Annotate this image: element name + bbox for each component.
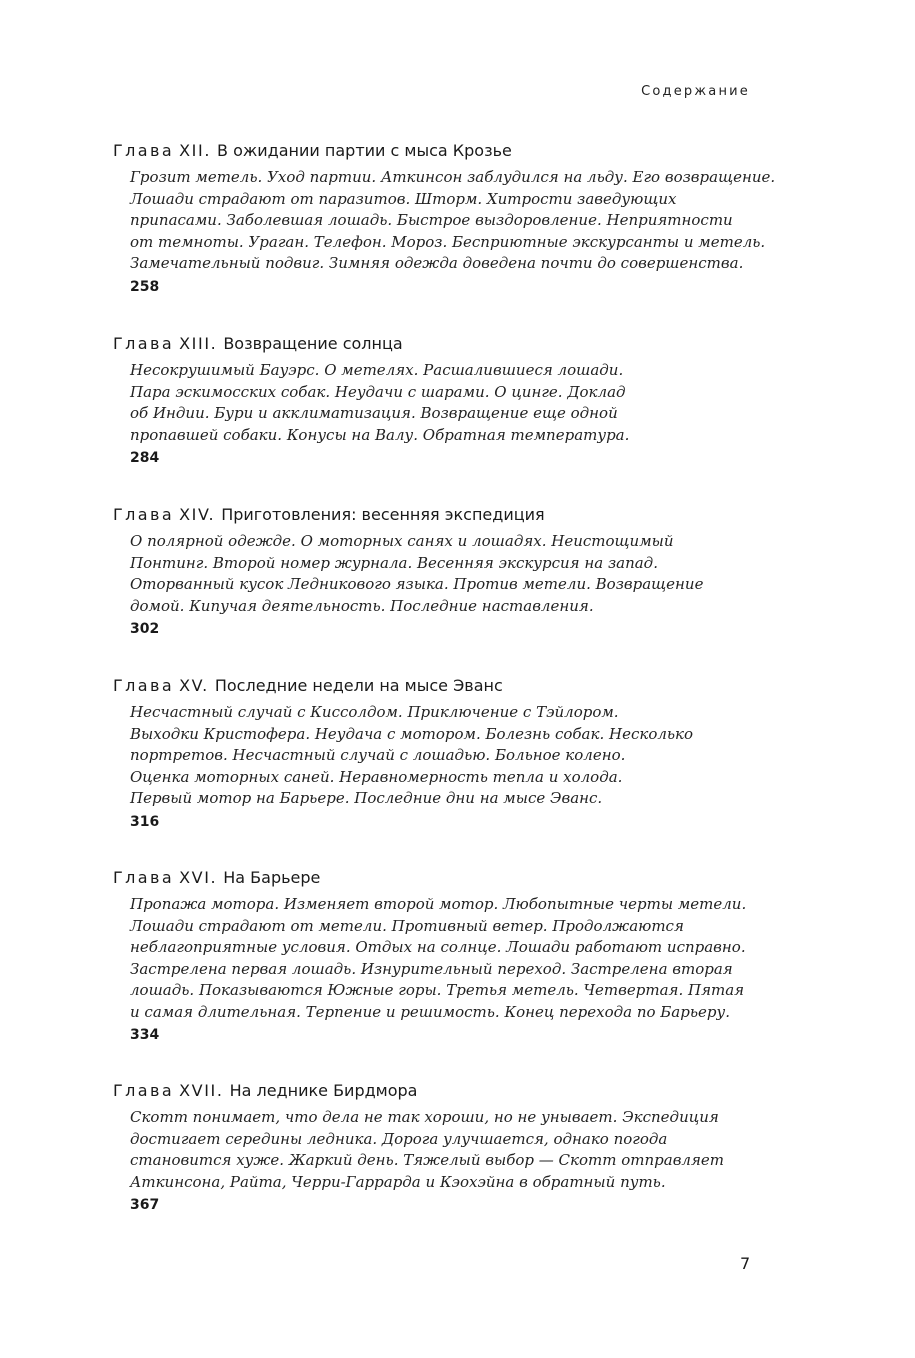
summary-line: Несокрушимый Бауэрс. О метелях. Расшалившиеся лошади. [130,361,624,379]
chapter-page-number: 367 [130,1197,160,1213]
running-head: Содержание [641,84,750,99]
toc-entry [113,868,773,1044]
summary-line: Застрелена первая лошадь. Изнурительный переход. Застрелена вторая [130,959,733,978]
chapter-number: XIII. [179,334,218,353]
chapter-title: Последние недели на мысе Эванс [214,676,503,695]
summary-line: Лошади страдают от паразитов. Шторм. Хитрости заведующих [130,189,677,208]
toc-entry [113,334,773,467]
summary-line: Пара эскимосских собак. Неудачи с шарами. О цинге. Доклад [130,382,626,401]
chapter-page-number: 258 [130,278,160,295]
summary-line: домой. Кипучая деятельность. Последние наставления. [130,596,594,615]
chapter-summary [130,531,770,617]
summary-line: пропавшей собаки. Конусы на Валу. Обратная температура. [130,425,630,444]
summary-line: от темноты. Ураган. Телефон. Мороз. Бесприютные экскурсанты и метель. [130,232,766,251]
chapter-heading [113,334,773,354]
chapter-heading [113,868,773,888]
chapter-heading [113,1081,773,1101]
chapter-heading [113,141,773,161]
summary-line: Скотт понимает, что дела не так хороши, но не унывает. Экспедиция [130,1108,719,1126]
chapter-title: На Барьере [223,868,321,887]
chapter-label: Глава [113,868,175,887]
summary-line: припасами. Заболевшая лошадь. Быстрое выздоровление. Неприятности [130,211,733,229]
chapter-number: XV. [179,676,209,695]
chapter-label: Глава [113,334,175,353]
toc-entry [113,676,773,831]
chapter-number: XIV. [179,505,216,524]
chapter-number: XII. [179,141,212,160]
summary-line: Выходки Кристофера. Неудача с мотором. Болезнь собак. Несколько [130,724,694,743]
chapter-label: Глава [113,141,175,160]
summary-line: Несчастный случай с Киссолдом. Приключение с Тэйлором. [130,703,619,721]
chapter-page-number: 284 [130,450,160,466]
chapter-summary [130,894,770,1023]
chapter-summary [130,167,776,275]
chapter-title: Возвращение солнца [223,334,403,353]
summary-line: Понтинг. Второй номер журнала. Весенняя экскурсия на запад. [130,553,658,572]
summary-line: Первый мотор на Барьере. Последние дни на мысе Эванс. [130,789,603,807]
summary-line: Оценка моторных саней. Неравномерность тепла и холода. [130,767,623,786]
summary-line: Замечательный подвиг. Зимняя одежда доведена почти до совершенства. [130,254,744,272]
chapter-label: Глава [113,1081,175,1100]
chapter-number: XVI. [179,868,218,887]
summary-line: и самая длительная. Терпение и решимость. Конец перехода по Барьеру. [130,1002,730,1021]
chapter-label: Глава [113,505,175,524]
chapter-page-number: 302 [130,621,160,637]
summary-line: Аткинсона, Райта, Черри-Гаррарда и Кэохэйна в обратный путь. [130,1172,666,1191]
chapter-page-number: 334 [130,1027,160,1043]
chapter-title: Приготовления: весенняя экспедиция [221,505,545,524]
chapter-title: На леднике Бирдмора [229,1081,418,1100]
summary-line: Лошади страдают от метели. Противный ветер. Продолжаются [130,916,684,935]
summary-line: О полярной одежде. О моторных санях и лошадях. Неистощимый [130,532,674,550]
toc-entry [113,141,776,296]
toc-entry [113,1081,773,1214]
chapter-title: В ожидании партии с мыса Крозье [217,141,512,160]
summary-line: лошадь. Показываются Южные горы. Третья метель. Четвертая. Пятая [130,981,745,999]
chapter-summary [130,1107,770,1193]
chapter-summary [130,702,770,810]
page-folio: 7 [740,1254,751,1273]
chapter-page-number: 316 [130,813,160,830]
summary-line: достигает середины ледника. Дорога улучшается, однако погода [130,1129,668,1148]
summary-line: Пропажа мотора. Изменяет второй мотор. Любопытные черты метели. [130,895,747,913]
summary-line: становится хуже. Жаркий день. Тяжелый выбор — Скотт отправляет [130,1151,725,1169]
chapter-label: Глава [113,676,175,695]
chapter-number: XVII. [179,1081,224,1100]
summary-line: Грозит метель. Уход партии. Аткинсон заблудился на льду. Его возвращение. [130,168,776,186]
chapter-summary [130,360,770,446]
chapter-heading [113,676,773,696]
summary-line: портретов. Несчастный случай с лошадью. Больное колено. [130,746,626,764]
summary-line: Оторванный кусок Ледникового языка. Против метели. Возвращение [130,575,704,593]
summary-line: об Индии. Бури и акклиматизация. Возвращение еще одной [130,404,618,422]
toc-entry [113,505,773,638]
chapter-heading [113,505,773,525]
summary-line: неблагоприятные условия. Отдых на солнце. Лошади работают исправно. [130,938,746,956]
